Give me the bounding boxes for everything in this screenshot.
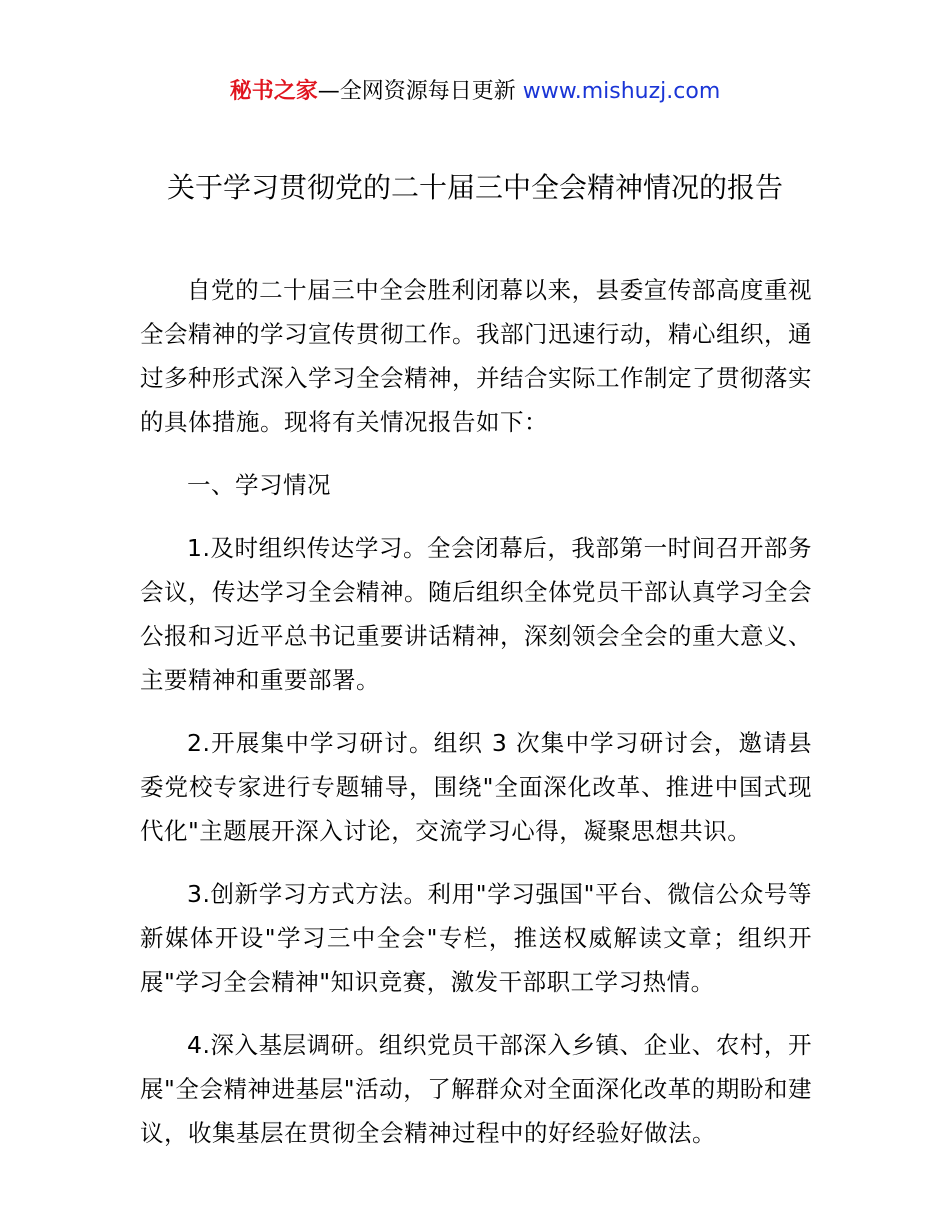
intro-paragraph: 自党的二十届三中全会胜利闭幕以来，县委宣传部高度重视全会精神的学习宣传贯彻工作。我部门迅速行动，精心组织，通过多种形式深入学习全会精神，并结合实际工作制定了贯彻落实的具体措施。现将有关情况报告如下： <box>140 276 812 436</box>
section-heading: 一、学习情况 <box>187 471 331 499</box>
list-item: 2.开展集中学习研讨。组织 3 次集中学习研讨会，邀请县委党校专家进行专题辅导，围绕"全面深化改革、推进中国式现代化"主题展开深入讨论，交流学习心得，凝聚思想共识。 <box>140 729 812 845</box>
site-header <box>0 74 950 110</box>
header-slogan: —全网资源每日更新 <box>317 79 523 104</box>
list-item: 1.及时组织传达学习。全会闭幕后，我部第一时间召开部务会议，传达学习全会精神。随后组织全体党员干部认真学习全会公报和习近平总书记重要讲话精神，深刻领会全会的重大意义、主要精神和重要部署。 <box>140 534 812 694</box>
document-title: 关于学习贯彻党的二十届三中全会精神情况的报告 <box>166 171 783 204</box>
list-item: 3.创新学习方式方法。利用"学习强国"平台、微信公众号等新媒体开设"学习三中全会"专栏，推送权威解读文章；组织开展"学习全会精神"知识竞赛，激发干部职工学习热情。 <box>140 880 812 996</box>
document-body <box>140 268 812 1174</box>
site-url-link[interactable]: www.mishuzj.com <box>522 79 721 104</box>
list-item: 4.深入基层调研。组织党员干部深入乡镇、企业、农村，开展"全会精神进基层"活动，了解群众对全面深化改革的期盼和建议，收集基层在贯彻全会精神过程中的好经验好做法。 <box>140 1031 812 1147</box>
brand-name: 秘书之家 <box>229 79 318 104</box>
